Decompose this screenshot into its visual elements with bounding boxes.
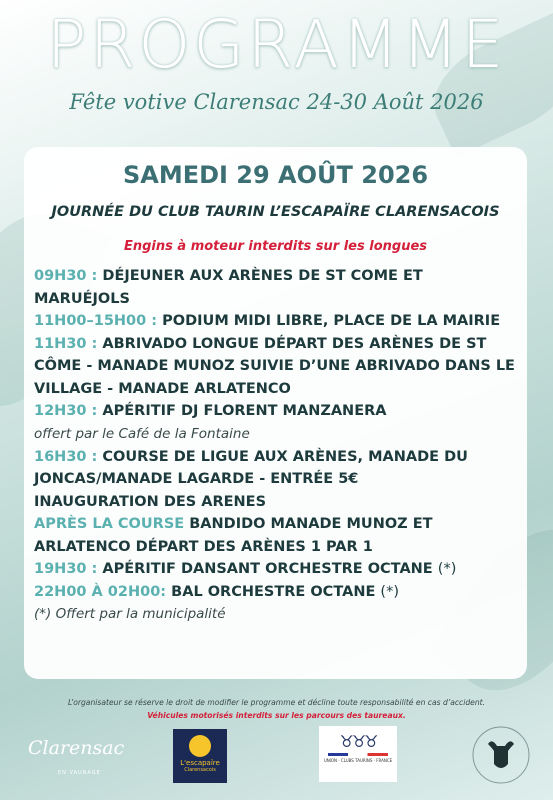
entry-time: 19H30 :: [34, 561, 98, 577]
bull-head-icon: [470, 724, 532, 786]
schedule-entry: [34, 558, 522, 581]
entry-time: 12H30 :: [34, 403, 98, 419]
warning-text: Engins à moteur interdits sur les longues: [123, 239, 428, 254]
schedule-list: [34, 265, 522, 626]
club-heading: JOURNÉE DU CLUB TAURIN L’ESCAPAÏRE CLARENSACOIS: [51, 204, 500, 220]
escapaire-logo-text: L'escapaïre: [180, 759, 220, 767]
entry-text: BANDIDO MANADE MUNOZ ET ARLATENCO DÉPART DES ARÈNES 1 PAR 1: [34, 516, 433, 555]
schedule-entry: [34, 265, 522, 310]
day-heading: SAMEDI 29 AOÛT 2026: [122, 161, 429, 189]
entry-text: INAUGURATION DES ARENES: [34, 493, 267, 510]
schedule-entry: [34, 513, 522, 558]
entry-time: APRÈS LA COURSE: [34, 516, 185, 532]
entry-text: PODIUM MIDI LIBRE, PLACE DE LA MAIRIE: [162, 313, 501, 329]
vehicle-warning: Véhicules motorisés interdits sur les parcours des taureaux.: [147, 711, 406, 720]
schedule-entry: [34, 581, 522, 604]
clarensac-logo-text: Clarensac: [28, 737, 125, 759]
entry-text: COURSE DE LIGUE AUX ARÈNES, MANADE DU JONCAS/MANADE LAGARDE - ENTRÉE 5€: [34, 448, 468, 487]
entry-time: 09H30 :: [34, 268, 98, 284]
page-title: PROGRAMME: [46, 6, 507, 83]
entry-asterisk: (*): [380, 583, 399, 600]
clarensac-logo-subtext: EN VAUNAGE: [58, 770, 101, 776]
escapaire-logo-subtext: Clarensacois: [184, 767, 216, 773]
entry-time: 11H30 :: [34, 335, 98, 352]
clarensac-logo: [28, 737, 125, 776]
schedule-entry: [34, 400, 522, 423]
program-card: [24, 147, 527, 679]
flag-stripe: [328, 753, 388, 756]
union-logo-text: UNION · CLUBS TAURINS · FRANCE: [323, 758, 393, 763]
bull-badge-icon: [189, 735, 211, 757]
entry-note: offert par le Café de la Fontaine: [34, 425, 250, 442]
schedule-entry: [34, 310, 522, 333]
entry-time: 16H30 :: [34, 448, 98, 465]
schedule-entry: [34, 333, 522, 401]
entry-text: APÉRITIF DANSANT ORCHESTRE OCTANE: [102, 561, 433, 577]
footnote: (*) Offert par la municipalité: [34, 606, 226, 622]
disclaimer-text: L’organisateur se réserve le droit de modifier le programme et décline toute responsabilité en cas d’accident.: [67, 698, 486, 707]
escapaire-logo: [173, 729, 227, 783]
schedule-entry: [34, 491, 522, 514]
event-subtitle: Fête votive Clarensac 24-30 Août 2026: [69, 90, 484, 114]
schedule-entry: [34, 446, 522, 491]
entry-text: DÉJEUNER AUX ARÈNES DE ST COME ET MARUÉJOLS: [34, 268, 423, 307]
entry-time: 11H00–15H00 :: [34, 313, 158, 329]
bulls-icon: ♉♉♉: [339, 732, 377, 751]
entry-time: 22H00 À 02H00:: [34, 583, 167, 600]
entry-text: APÉRITIF DJ FLORENT MANZANERA: [102, 403, 387, 419]
entry-asterisk: (*): [437, 561, 457, 577]
entry-text: BAL ORCHESTRE OCTANE: [171, 583, 376, 600]
union-clubs-logo: [319, 726, 397, 782]
entry-text: ABRIVADO LONGUE DÉPART DES ARÈNES DE ST CÔME - MANADE MUNOZ SUIVIE D’UNE ABRIVADO DANS LE VILLAGE - MANADE ARLATENCO: [34, 335, 515, 397]
